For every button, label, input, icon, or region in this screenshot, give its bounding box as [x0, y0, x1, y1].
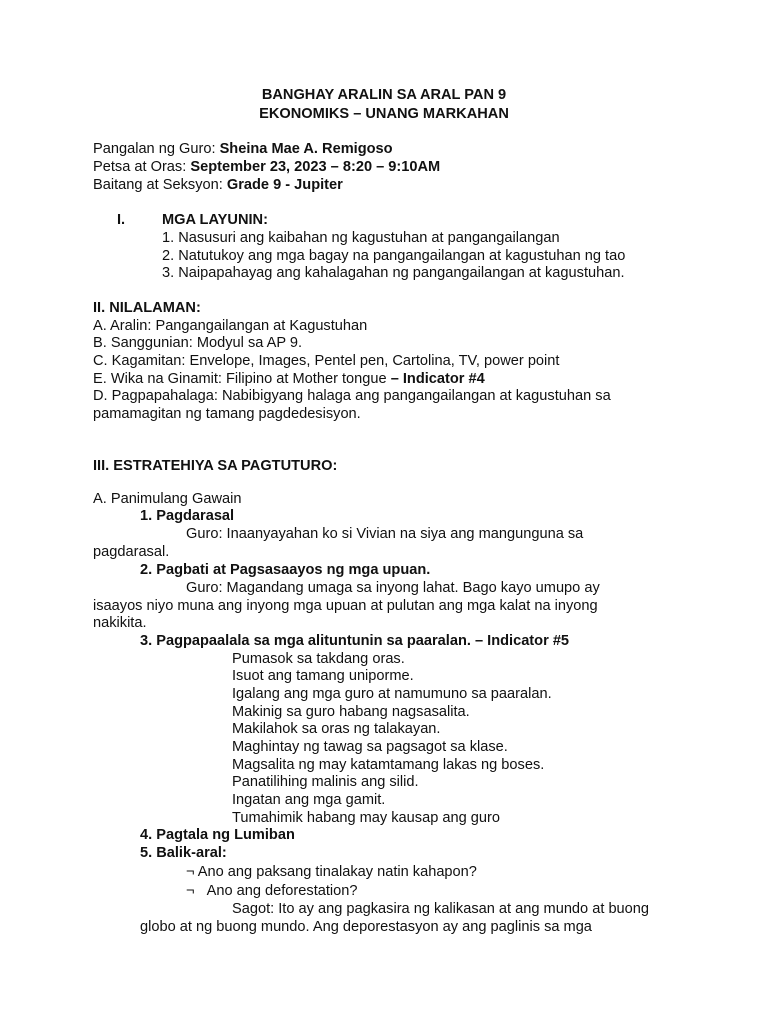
content-language: [93, 370, 485, 388]
greeting-heading: 2. Pagbati at Pagsasaayos ng mga upuan.: [140, 562, 431, 578]
content-values-cont: pamamagitan ng tamang pagdedesisyon.: [93, 406, 361, 422]
content-heading: II. NILALAMAN:: [93, 300, 201, 316]
greeting-text-cont2: nakikita.: [93, 615, 147, 631]
teacher-label: Pangalan ng Guro:: [93, 141, 220, 157]
opening-activity: A. Panimulang Gawain: [93, 491, 242, 507]
date-label: Petsa at Oras:: [93, 159, 191, 175]
objectives-numeral: I.: [117, 212, 126, 228]
rule-item: Isuot ang tamang uniporme.: [232, 668, 414, 684]
content-values: D. Pagpapahalaga: Nabibigyang halaga ang pangangailangan at kagustuhan sa: [93, 388, 611, 404]
teacher-name: Sheina Mae A. Remigoso: [219, 141, 393, 157]
doc-title: BANGHAY ARALIN SA ARAL PAN 9: [261, 87, 507, 103]
content-reference: B. Sanggunian: Modyul sa AP 9.: [93, 335, 303, 351]
indicator-4: – Indicator #4: [390, 371, 485, 387]
question-text: Ano ang deforestation?: [206, 883, 358, 899]
rule-item: Ingatan ang mga gamit.: [232, 792, 386, 808]
language-text: E. Wika na Ginamit: Filipino at Mother tongue: [93, 371, 391, 387]
question-1: [186, 863, 477, 881]
attendance-heading: 4. Pagtala ng Lumiban: [140, 827, 295, 843]
prayer-heading: 1. Pagdarasal: [140, 508, 235, 524]
bullet-icon: ¬: [186, 864, 195, 880]
rule-item: Maghintay ng tawag sa pagsagot sa klase.: [232, 739, 508, 755]
objectives-heading: MGA LAYUNIN:: [162, 212, 268, 228]
bullet-icon: ¬: [186, 883, 195, 899]
rule-item: Magsalita ng may katamtamang lakas ng boses.: [232, 757, 545, 773]
review-heading: 5. Balik-aral:: [140, 845, 227, 861]
objective-item: 2. Natutukoy ang mga bagay na pangangailangan at kagustuhan ng tao: [162, 248, 626, 264]
strategy-heading: III. ESTRATEHIYA SA PAGTUTURO:: [93, 458, 338, 474]
rule-item: Igalang ang mga guro at namumuno sa paaralan.: [232, 686, 552, 702]
teacher-line: [93, 140, 393, 158]
date-line: [93, 158, 440, 176]
date-value: September 23, 2023 – 8:20 – 9:10AM: [190, 159, 441, 175]
rule-item: Panatilihing malinis ang silid.: [232, 774, 419, 790]
objective-item: 1. Nasusuri ang kaibahan ng kagustuhan at pangangailangan: [162, 230, 560, 246]
question-text: Ano ang paksang tinalakay natin kahapon?: [197, 864, 477, 880]
answer-text: Sagot: Ito ay ang pagkasira ng kalikasan at ang mundo at buong: [232, 901, 650, 917]
doc-subtitle: EKONOMIKS – UNANG MARKAHAN: [259, 106, 509, 122]
prayer-text: Guro: Inaanyayahan ko si Vivian na siya ang mangunguna sa: [186, 526, 584, 542]
rule-item: Makinig sa guro habang nagsasalita.: [232, 704, 470, 720]
prayer-text-cont: pagdarasal.: [93, 544, 170, 560]
content-materials: C. Kagamitan: Envelope, Images, Pentel pen, Cartolina, TV, power point: [93, 353, 560, 369]
answer-text-cont: globo at ng buong mundo. Ang deporestasyon ay ang paglinis sa mga: [140, 919, 592, 935]
grade-label: Baitang at Seksyon:: [93, 177, 227, 193]
rule-item: Makilahok sa oras ng talakayan.: [232, 721, 441, 737]
rule-item: Pumasok sa takdang oras.: [232, 651, 405, 667]
rules-heading: 3. Pagpapaalala sa mga alituntunin sa paaralan. – Indicator #5: [140, 633, 570, 649]
greeting-text: Guro: Magandang umaga sa inyong lahat. Bago kayo umupo ay: [186, 580, 600, 596]
grade-value: Grade 9 - Jupiter: [226, 177, 343, 193]
rule-item: Tumahimik habang may kausap ang guro: [232, 810, 500, 826]
grade-line: [93, 176, 343, 194]
content-lesson: A. Aralin: Pangangailangan at Kagustuhan: [93, 318, 368, 334]
greeting-text-cont: isaayos niyo muna ang inyong mga upuan at pulutan ang mga kalat na inyong: [93, 598, 598, 614]
question-2: [186, 882, 358, 900]
objective-item: 3. Naipapahayag ang kahalagahan ng pangangailangan at kagustuhan.: [162, 265, 625, 281]
